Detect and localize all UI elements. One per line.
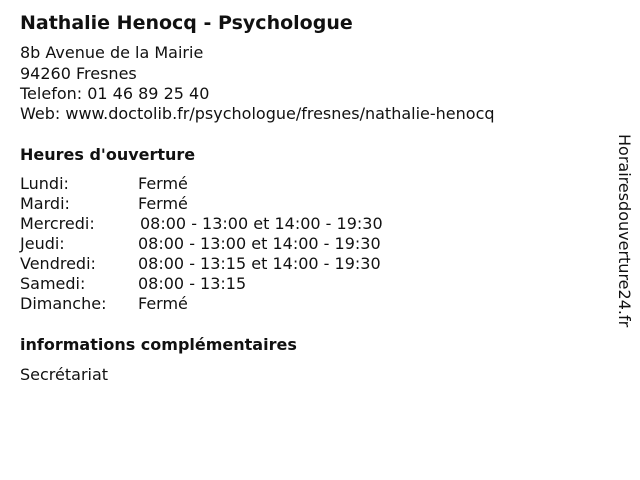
hours-time: 08:00 - 13:00 et 14:00 - 19:30 bbox=[140, 214, 383, 233]
hours-row-mardi bbox=[20, 194, 440, 214]
page-title: Nathalie Henocq - Psychologue bbox=[20, 12, 353, 34]
hours-time: 08:00 - 13:00 et 14:00 - 19:30 bbox=[138, 234, 381, 253]
phone-number[interactable]: Telefon: 01 46 89 25 40 bbox=[20, 84, 210, 103]
hours-row-vendredi bbox=[20, 254, 440, 274]
hours-row-jeudi bbox=[20, 234, 440, 254]
website-link[interactable]: Web: www.doctolib.fr/psychologue/fresnes/nathalie-henocq bbox=[20, 104, 495, 123]
side-watermark-container bbox=[612, 134, 636, 346]
hours-day: Samedi: bbox=[20, 274, 86, 293]
hours-row-samedi bbox=[20, 274, 440, 294]
hours-day: Mercredi: bbox=[20, 214, 95, 233]
address-city: 94260 Fresnes bbox=[20, 64, 137, 83]
additional-info-heading: informations complémentaires bbox=[20, 335, 297, 354]
hours-time: 08:00 - 13:15 et 14:00 - 19:30 bbox=[138, 254, 381, 273]
hours-day: Jeudi: bbox=[20, 234, 65, 253]
hours-row-mercredi bbox=[20, 214, 440, 234]
hours-row-dimanche bbox=[20, 294, 440, 314]
hours-time: Fermé bbox=[138, 294, 188, 313]
hours-day: Lundi: bbox=[20, 174, 69, 193]
opening-hours-heading: Heures d'ouverture bbox=[20, 145, 196, 164]
hours-time: Fermé bbox=[138, 194, 188, 213]
hours-day: Mardi: bbox=[20, 194, 70, 213]
additional-info-text: Secrétariat bbox=[20, 365, 109, 384]
hours-day: Vendredi: bbox=[20, 254, 96, 273]
hours-day: Dimanche: bbox=[20, 294, 107, 313]
address-street: 8b Avenue de la Mairie bbox=[20, 43, 204, 62]
site-watermark: Horairesdouverture24.fr bbox=[615, 134, 634, 328]
hours-time: Fermé bbox=[138, 174, 188, 193]
hours-row-lundi bbox=[20, 174, 440, 194]
hours-time: 08:00 - 13:15 bbox=[138, 274, 247, 293]
